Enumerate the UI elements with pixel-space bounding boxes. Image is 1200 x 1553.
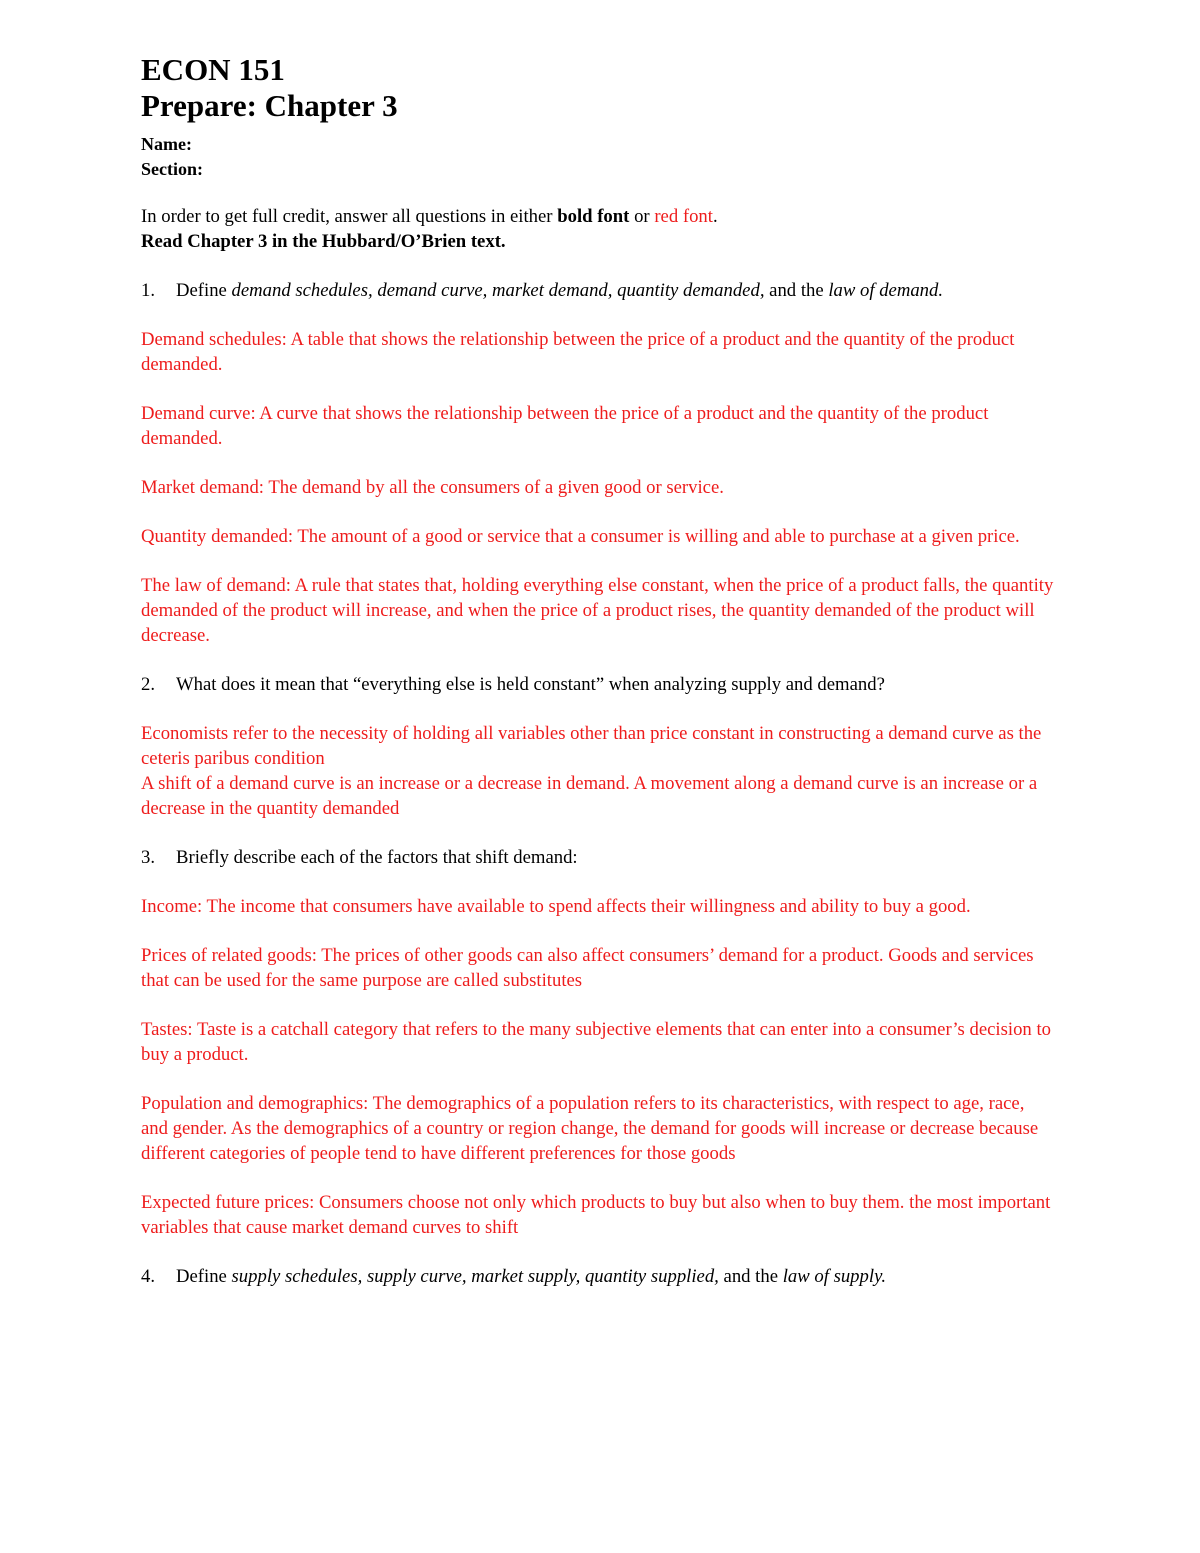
question-3 xyxy=(141,845,1056,870)
answer-paragraph: Expected future prices: Consumers choose not only which products to buy but also when to buy them. the most important variables that cause market demand curves to shift xyxy=(141,1192,1051,1238)
question-text xyxy=(176,278,1056,303)
name-label: Name: xyxy=(141,134,192,154)
answer-paragraph: Economists refer to the necessity of holding all variables other than price constant in constructing a demand curve as the ceteris paribus condition xyxy=(141,723,1042,769)
question-number: 3. xyxy=(141,847,156,868)
answer-paragraph: Prices of related goods: The prices of other goods can also affect consumers’ demand for a product. Goods and services that can be used for the same purpose are called substitutes xyxy=(141,945,1034,991)
question-4 xyxy=(141,1264,1056,1289)
instructions xyxy=(141,204,1056,229)
page-title: Prepare: Chapter 3 xyxy=(141,88,398,123)
instructions-text-before: In order to get full credit, answer all questions in either xyxy=(141,206,558,227)
question-text-part: Define xyxy=(176,1266,232,1287)
question-term: law of demand. xyxy=(828,280,944,301)
document-content xyxy=(141,52,1056,1289)
question-text: What does it mean that “everything else is held constant” when analyzing supply and demand? xyxy=(176,674,885,695)
question-term: demand schedules, demand curve, market demand, quantity demanded, xyxy=(231,280,765,301)
question-1 xyxy=(141,278,1056,303)
course-title: ECON 151 xyxy=(141,52,285,87)
question-term: supply schedules, supply curve, market supply, quantity supplied, xyxy=(231,1266,719,1287)
answer-paragraph: Income: The income that consumers have available to spend affects their willingness and ability to buy a good. xyxy=(141,896,971,917)
reading-assignment-text: Read Chapter 3 in the Hubbard/O’Brien text. xyxy=(141,231,506,252)
reading-assignment xyxy=(141,229,1056,254)
question-term: law of supply. xyxy=(782,1266,886,1287)
question-2 xyxy=(141,672,1056,697)
instructions-text-end: . xyxy=(712,206,718,227)
answer-paragraph: Population and demographics: The demographics of a population refers to its characteristics, with respect to age, race, and gender. As the demographics of a country or region change, the demand for goods will increase or decrease because different categories of people tend to have different preferences for those goods xyxy=(141,1093,1039,1164)
question-number: 1. xyxy=(141,280,156,301)
instructions-bold-label: bold font xyxy=(557,206,630,227)
answer-paragraph: A shift of a demand curve is an increase or a decrease in demand. A movement along a demand curve is an increase or a decrease in the quantity demanded xyxy=(141,773,1038,819)
question-text xyxy=(176,1264,1056,1289)
answer-paragraph: Demand schedules: A table that shows the relationship between the price of a product and the quantity of the product demanded. xyxy=(141,329,1015,375)
answer-paragraph: Market demand: The demand by all the consumers of a given good or service. xyxy=(141,477,724,498)
answer-paragraph: The law of demand: A rule that states that, holding everything else constant, when the price of a product falls, the quantity demanded of the product will increase, and when the price of a product rises, the quantity demanded of the product will decrease. xyxy=(141,575,1054,646)
student-fields xyxy=(141,132,1056,182)
section-label: Section: xyxy=(141,159,203,179)
question-text-part: Define xyxy=(176,280,232,301)
question-number: 2. xyxy=(141,674,156,695)
question-number: 4. xyxy=(141,1266,156,1287)
answer-paragraph: Demand curve: A curve that shows the relationship between the price of a product and the quantity of the product demanded. xyxy=(141,403,989,449)
instructions-red-label: red font xyxy=(654,206,713,227)
instructions-text-middle: or xyxy=(629,206,655,227)
answer-paragraph: Tastes: Taste is a catchall category that refers to the many subjective elements that can enter into a consumer’s decision to buy a product. xyxy=(141,1019,1051,1065)
answer-paragraph: Quantity demanded: The amount of a good or service that a consumer is willing and able to purchase at a given price. xyxy=(141,526,1020,547)
question-text: Briefly describe each of the factors that shift demand: xyxy=(176,847,578,868)
question-text-part: and the xyxy=(764,280,829,301)
question-text-part: and the xyxy=(718,1266,783,1287)
